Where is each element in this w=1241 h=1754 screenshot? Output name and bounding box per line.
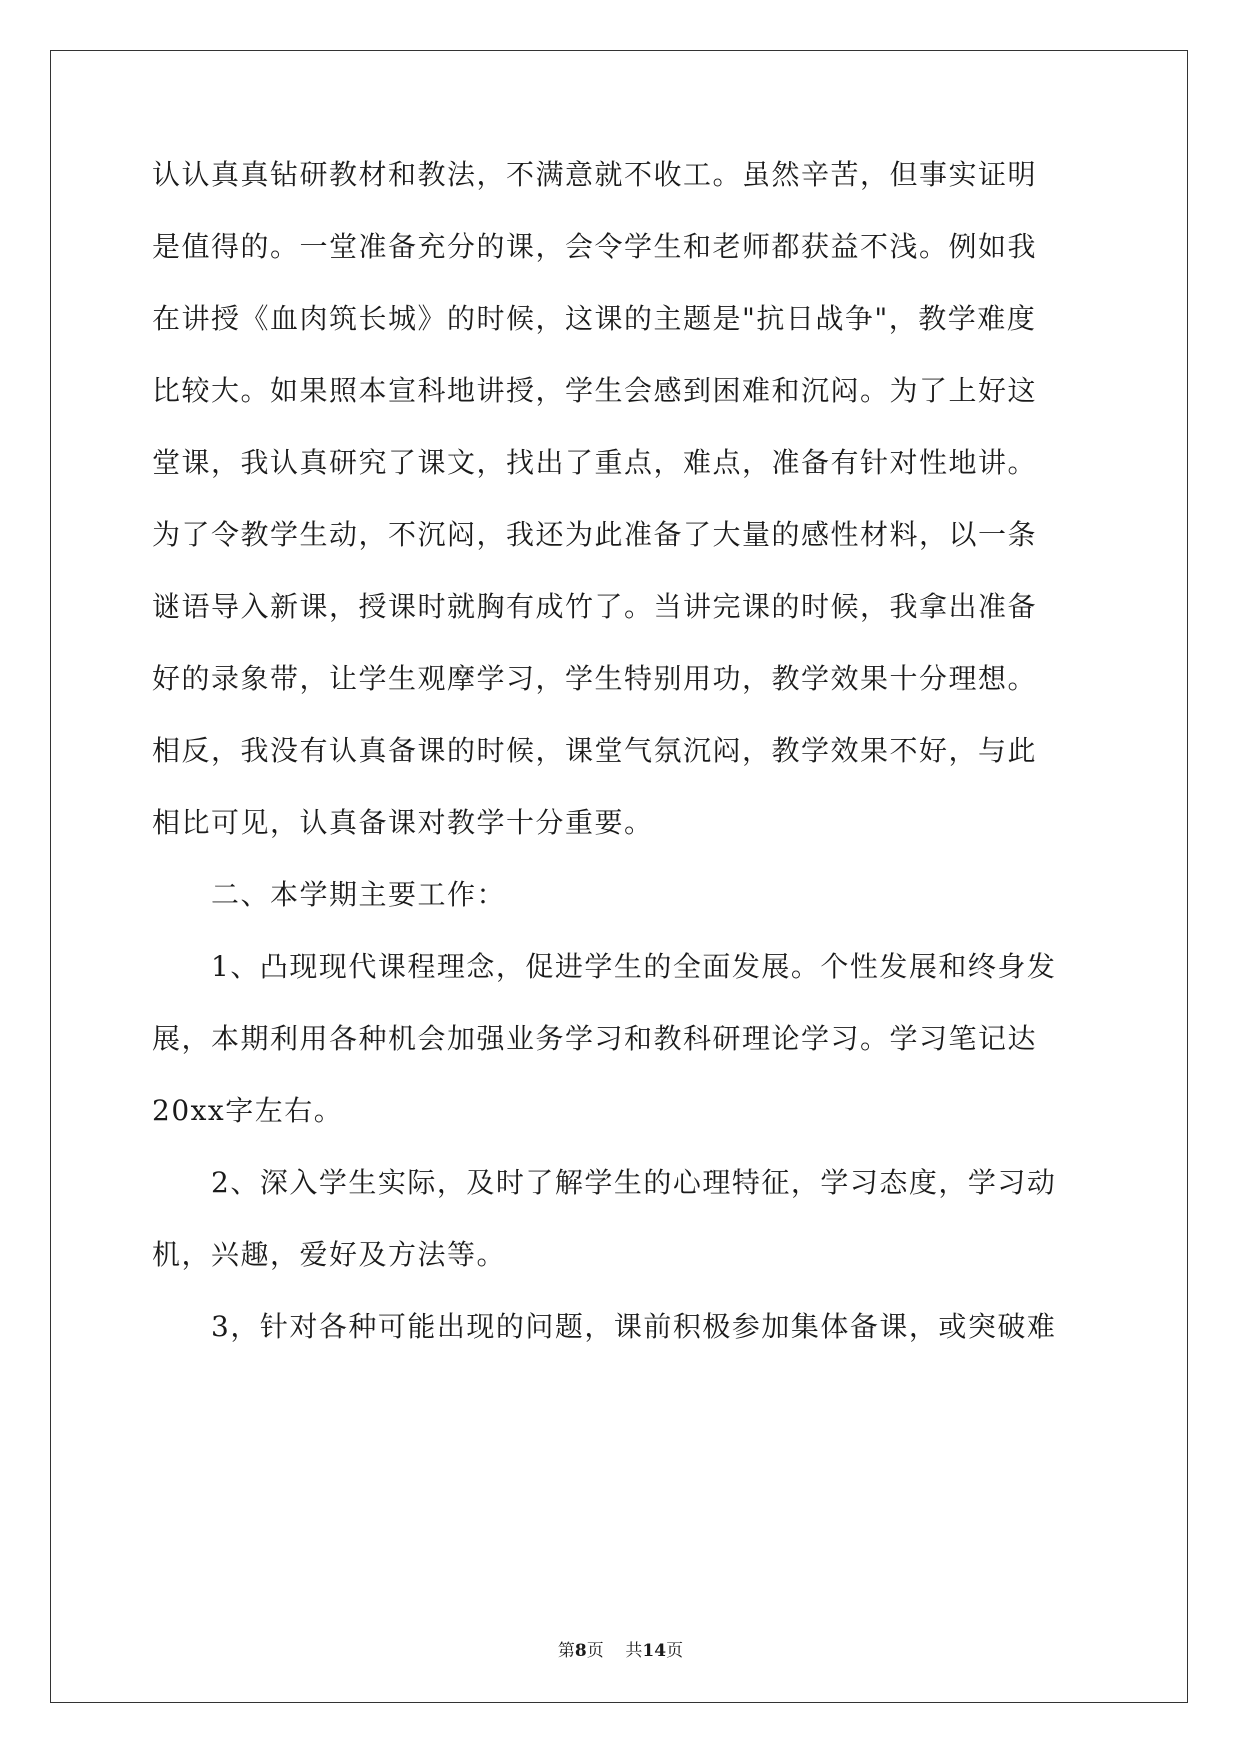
footer-total-prefix: 共: [625, 1641, 643, 1661]
footer-prefix: 第: [557, 1641, 575, 1661]
text-line: 好的录象带，让学生观摩学习，学生特别用功，教学效果十分理想。: [152, 662, 1038, 695]
footer-page-number: 8: [574, 1641, 587, 1661]
text-line: 2、深入学生实际，及时了解学生的心理特征，学习态度，学习动: [152, 1166, 1057, 1199]
text-line: 3，针对各种可能出现的问题，课前积极参加集体备课，或突破难: [152, 1310, 1057, 1343]
text-line: 认认真真钻研教材和教法，不满意就不收工。虽然辛苦，但事实证明: [152, 158, 1038, 191]
section-heading: 二、本学期主要工作：: [152, 878, 507, 911]
text-line: 堂课，我认真研究了课文，找出了重点，难点，准备有针对性地讲。: [152, 446, 1038, 479]
footer-page-suffix: 页: [586, 1641, 604, 1661]
text-line: 相比可见，认真备课对教学十分重要。: [152, 806, 654, 839]
page-footer: [0, 1640, 1241, 1662]
text-line: 是值得的。一堂准备充分的课，会令学生和老师都获益不浅。例如我: [152, 230, 1038, 263]
text-line: 20xx字左右。: [152, 1094, 344, 1127]
text-line: 1、凸现现代课程理念，促进学生的全面发展。个性发展和终身发: [152, 950, 1057, 983]
text-line: 谜语导入新课，授课时就胸有成竹了。当讲完课的时候，我拿出准备: [152, 590, 1038, 623]
text-line: 相反，我没有认真备课的时候，课堂气氛沉闷，教学效果不好，与此: [152, 734, 1038, 767]
text-line: 为了令教学生动，不沉闷，我还为此准备了大量的感性材料，以一条: [152, 518, 1038, 551]
text-line: 机，兴趣，爱好及方法等。: [152, 1238, 507, 1271]
footer-total-suffix: 页: [666, 1641, 684, 1661]
footer-total-pages: 14: [642, 1641, 667, 1661]
text-line: 比较大。如果照本宣科地讲授，学生会感到困难和沉闷。为了上好这: [152, 374, 1038, 407]
text-line: 在讲授《血肉筑长城》的时候，这课的主题是"抗日战争"，教学难度: [152, 302, 1037, 335]
text-line: 展，本期利用各种机会加强业务学习和教科研理论学习。学习笔记达: [152, 1022, 1038, 1055]
